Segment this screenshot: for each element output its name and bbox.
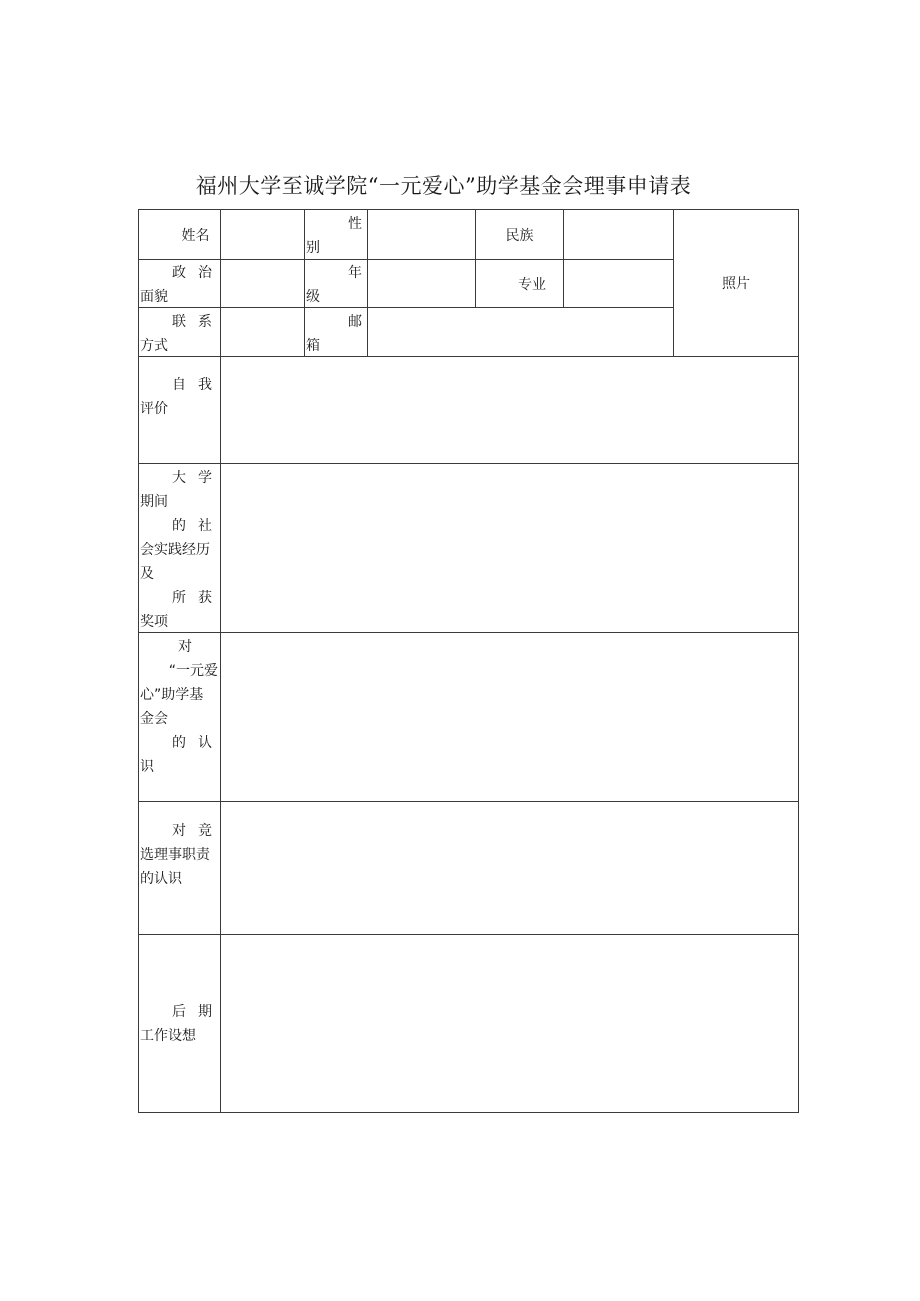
gender-label	[306, 212, 362, 260]
practice-l3-b: 社	[198, 518, 212, 534]
practice-l1-b: 学	[198, 470, 212, 486]
political-status-label	[140, 261, 218, 309]
plan-l1-b: 期	[198, 1004, 212, 1020]
photo-label: 照片	[722, 276, 750, 292]
foundation-understanding-field[interactable]	[221, 633, 798, 801]
practice-l1-a: 大	[172, 470, 186, 486]
name-field[interactable]	[221, 210, 304, 259]
name-label-text: 姓名	[181, 227, 210, 244]
gender-field[interactable]	[368, 210, 475, 259]
self-eval-b: 我	[198, 377, 212, 393]
email-label-bottom: 箱	[306, 338, 320, 354]
photo-box[interactable]	[674, 210, 798, 356]
director-duty-field[interactable]	[221, 802, 798, 934]
email-label-top: 邮	[348, 314, 362, 330]
contact-field[interactable]	[221, 308, 304, 356]
understanding-l4: 金会	[140, 711, 168, 727]
duty-l2: 选理事职责	[140, 847, 210, 863]
gender-label-bottom: 别	[306, 240, 320, 256]
contact-label-bottom: 方式	[140, 338, 168, 354]
email-field[interactable]	[368, 308, 673, 356]
grade-field[interactable]	[368, 260, 475, 307]
self-eval-a: 自	[172, 377, 186, 393]
political-label-b: 治	[198, 265, 212, 281]
email-label	[306, 310, 362, 358]
duty-l1-b: 竞	[198, 823, 212, 839]
practice-l5: 及	[140, 566, 154, 582]
table-border-bottom	[138, 1112, 799, 1113]
understanding-l6: 识	[140, 759, 154, 775]
understanding-l5-b: 认	[198, 735, 212, 751]
foundation-understanding-label	[140, 635, 218, 779]
future-plan-label	[140, 1000, 218, 1048]
column-divider	[304, 209, 305, 357]
understanding-l2: “一元爱	[168, 663, 218, 679]
understanding-l3: 心”助学基	[140, 687, 204, 703]
practice-l6-b: 获	[198, 590, 212, 606]
contact-label-a: 联	[172, 314, 186, 330]
table-border-left	[138, 209, 139, 1113]
practice-l7: 奖项	[140, 614, 168, 630]
duty-l3: 的认识	[140, 871, 182, 887]
practice-l2: 期间	[140, 494, 168, 510]
table-border-right	[798, 209, 799, 1113]
self-eval-bottom: 评价	[140, 401, 168, 417]
major-label-text: 专业	[518, 276, 546, 293]
gender-label-top: 性	[348, 216, 362, 232]
self-evaluation-label	[140, 373, 218, 421]
grade-label-top: 年	[348, 265, 362, 281]
ethnicity-field[interactable]	[564, 210, 673, 259]
grade-label-bottom: 级	[306, 289, 320, 305]
understanding-l1: 对	[178, 639, 192, 655]
ethnicity-label	[476, 210, 563, 259]
contact-label	[140, 310, 218, 358]
understanding-l5-a: 的	[172, 735, 186, 751]
political-label-a: 政	[172, 265, 186, 281]
future-plan-field[interactable]	[221, 935, 798, 1112]
practice-l3-a: 的	[172, 518, 186, 534]
self-evaluation-field[interactable]	[221, 357, 798, 463]
plan-l2: 工作设想	[140, 1028, 196, 1044]
social-practice-field[interactable]	[221, 464, 798, 632]
form-title: 福州大学至诚学院“一元爱心”助学基金会理事申请表	[195, 174, 692, 198]
major-field[interactable]	[564, 260, 673, 307]
plan-l1-a: 后	[172, 1004, 186, 1020]
duty-l1-a: 对	[172, 823, 186, 839]
practice-l4: 会实践经历	[140, 542, 210, 558]
political-status-field[interactable]	[221, 260, 304, 307]
political-label-bottom: 面貌	[140, 289, 168, 305]
ethnicity-label-text: 民族	[505, 227, 534, 244]
contact-label-b: 系	[198, 314, 212, 330]
practice-l6-a: 所	[172, 590, 186, 606]
grade-label	[306, 261, 362, 309]
social-practice-label	[140, 466, 218, 634]
application-form-table	[138, 209, 799, 1113]
director-duty-label	[140, 819, 218, 891]
